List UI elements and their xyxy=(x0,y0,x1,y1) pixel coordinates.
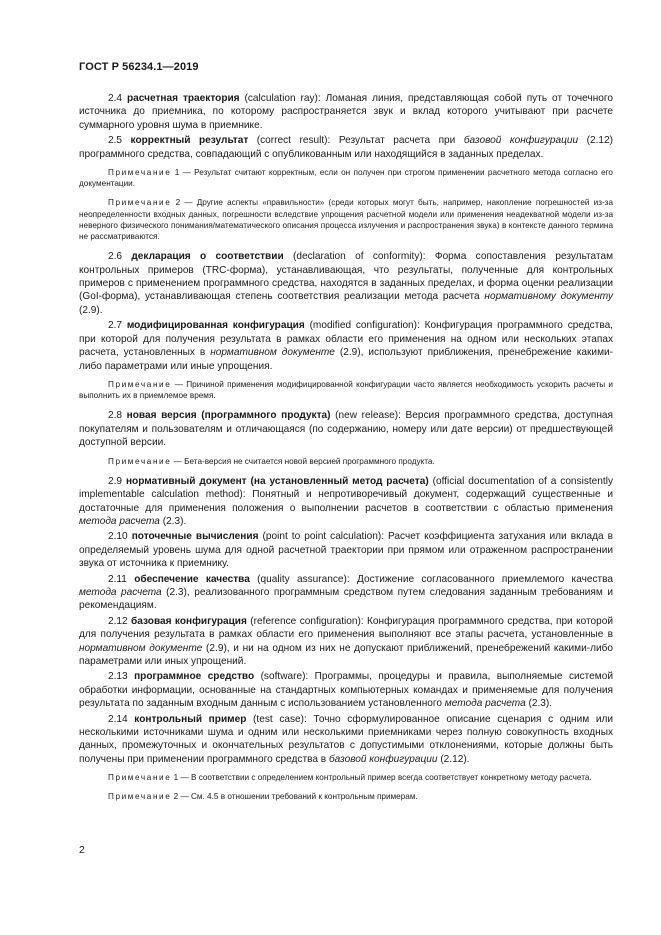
note xyxy=(79,197,613,242)
term-definition xyxy=(79,134,613,161)
note-text: 2 — Другие аспекты «правильности» (среди которых могут быть, например, накопление погрешностей из-за неопределенности входных данных, погрешности вследствие упрощения расчетной модели или применения неадекватной модели из-за неверного физического понимания/математического описания процесса излучения и распространения звука) в контексте данного термина не рассматриваются. xyxy=(79,198,613,242)
definition-text: (2.12). xyxy=(437,753,470,765)
definition-text: (modified configuration): Конфигурация программного средства, при которой для получения результата в рамках области его применения на одном или нескольких этапах расчета, установленных в xyxy=(79,320,613,359)
note-label: Примечание xyxy=(108,773,172,783)
definition-text: 2.6 xyxy=(108,251,132,263)
term-definition xyxy=(79,573,613,613)
note-text: — Бета-версия не считается новой версией программного продукта. xyxy=(171,456,435,466)
note xyxy=(79,379,613,401)
note xyxy=(79,456,613,467)
term-reference: базовой конфигурации xyxy=(328,753,438,765)
note-text: 1 — Результат считают корректным, если он получен при строгом применении расчетного метода согласно его документации. xyxy=(79,168,613,189)
definition-text: (quality assurance): Достижение согласованного приемлемого качества xyxy=(249,573,613,585)
definition-text: (correct result): Результат расчета при xyxy=(248,135,464,147)
definition-text: 2.11 xyxy=(108,573,135,585)
definition-text: 2.10 xyxy=(108,531,132,543)
definition-text: (2.9), используют приближения, пренебрежение какими-либо параметрами или иные упрощения. xyxy=(79,347,614,372)
term-reference: базовой конфигурации xyxy=(463,135,579,147)
document-body xyxy=(79,92,613,811)
term-definition xyxy=(79,713,613,767)
definition-text: (2.3). xyxy=(159,515,187,527)
term-name: поточечные вычисления xyxy=(131,531,259,543)
term-name: новая версия (программного продукта) xyxy=(126,410,331,422)
note-label: Примечание xyxy=(108,379,172,389)
note-text: — Причиной применения модифицированной конфигурации часто является необходимость ускорить расчеты и выполнить их в приемлемое время. xyxy=(79,379,613,401)
definition-text: (point to point calculation): Расчет коэффициента затухания или вклада в определяемый уровень шума для одной расчетной траектории при прямом или отраженном распространении звука от источника к приемнику. xyxy=(79,531,614,570)
page-number: 2 xyxy=(79,844,85,856)
definition-text: 2.9 xyxy=(108,475,126,487)
term-definition xyxy=(79,92,613,132)
note-label: Примечание xyxy=(108,168,172,178)
definition-text: (reference configuration): Конфигурация программного средства, при которой для получения результата в рамках области его применения выполняют все этапы расчета, установленные в xyxy=(79,615,613,641)
definition-text: 2.7 xyxy=(108,320,127,332)
note-label: Примечание xyxy=(108,456,172,466)
term-reference: метода расчета xyxy=(79,515,160,527)
definition-text: (official documentation of a consistently implementable calculation method): Понятный и непротиворечивый документ, содержащий существенные и достаточные для применения положения о выполнении расчетов в соответствии с областью применения xyxy=(79,475,614,514)
term-name: обеспечение качества xyxy=(134,573,250,585)
definition-text: 2.5 xyxy=(108,135,131,147)
term-name: расчетная траектория xyxy=(126,93,240,104)
definition-text: (software): Программы, процедуры и правила, выполняемые системой обработки информации, основанные на стандартных компьютерных командах и применяемые для получения результата по заданным входным данным с использованием установленного xyxy=(79,671,613,710)
note xyxy=(79,167,613,189)
note-text: 2 — См. 4.5 в отношении требований к контрольным примерам. xyxy=(171,792,418,802)
term-definition xyxy=(79,530,613,570)
definition-text: (declaration of conformity): Форма сопоставления результатам контрольных примеров (TRC-форма), устанавливающая, что результаты, полученные для контрольных примеров с применением программного средства, находятся в заданных пределах, и форма оценки реализации (GoI-форма), устанавливающая степень соответствия реализации метода расчета xyxy=(79,251,614,303)
term-definition xyxy=(79,250,613,317)
term-name: нормативный документ (на установленный метод расчета) xyxy=(125,475,429,487)
term-reference: метода расчета xyxy=(79,586,162,598)
definition-text: (2.9). xyxy=(79,304,103,316)
note xyxy=(79,791,613,802)
term-name: программное средство xyxy=(134,671,255,683)
note-label: Примечание xyxy=(108,198,172,208)
term-definition xyxy=(79,670,613,710)
term-definition xyxy=(79,319,613,373)
definition-text: 2.8 xyxy=(108,410,127,422)
definition-text: (2.12) программного средства, совпадающий с опубликованным или находящийся в заданных пределах. xyxy=(79,135,613,160)
note-text: 1 — В соответствии с определением контрольный пример всегда соответствует конкретному методу расчета. xyxy=(171,773,592,783)
note-label: Примечание xyxy=(108,792,172,802)
definition-text: (2.9), и ни на одном из них не допускают приближений, пренебрежений какими-либо параметрами или иных упрощений. xyxy=(79,642,614,668)
term-name: корректный результат xyxy=(130,135,249,147)
term-name: декларация о соответствии xyxy=(131,251,284,263)
term-name: модифицированная конфигурация xyxy=(126,320,305,332)
definition-text: 2.14 xyxy=(108,713,135,725)
term-reference: нормативном документе xyxy=(79,642,203,654)
definition-text: (2.3). xyxy=(525,698,553,710)
term-definition xyxy=(79,475,613,529)
definition-text: (calculation ray): Ломаная линия, представляющая собой путь от точечного источника до приемника, по которому распространяется звук и вклад которого учитывают при расчете суммарного уровня шума в приемнике. xyxy=(79,93,613,131)
definition-text: (test case): Точно сформулированное описание сценария с одним или несколькими источниками шума и одним или несколькими приемниками через полную совокупность входных данных, промежуточных и окончательных результатов с допустимыми отклонениями, которые должны быть получены при применении программного средства в xyxy=(79,713,614,765)
term-reference: нормативному документу xyxy=(484,291,613,303)
term-reference: нормативном документе xyxy=(210,347,335,359)
definition-text: 2.13 xyxy=(108,671,135,683)
definition-text: (2.3), реализованного программным средством путем следования заданным требованиям и рекомендациям. xyxy=(79,586,613,612)
note xyxy=(79,772,613,783)
definition-text: 2.4 xyxy=(108,93,127,104)
term-definition xyxy=(79,409,613,449)
term-reference: метода расчета xyxy=(444,698,526,710)
term-definition xyxy=(79,615,613,669)
document-header: ГОСТ Р 56234.1—2019 xyxy=(79,61,199,73)
definition-text: 2.12 xyxy=(108,615,132,627)
term-name: базовая конфигурация xyxy=(131,615,247,627)
definition-text: (new release): Версия программного средства, доступная покупателям и пользователям и отличающаяся (по содержанию, номеру или дате версии) от предшествующей доступной версии. xyxy=(79,410,613,449)
term-name: контрольный пример xyxy=(134,713,247,725)
